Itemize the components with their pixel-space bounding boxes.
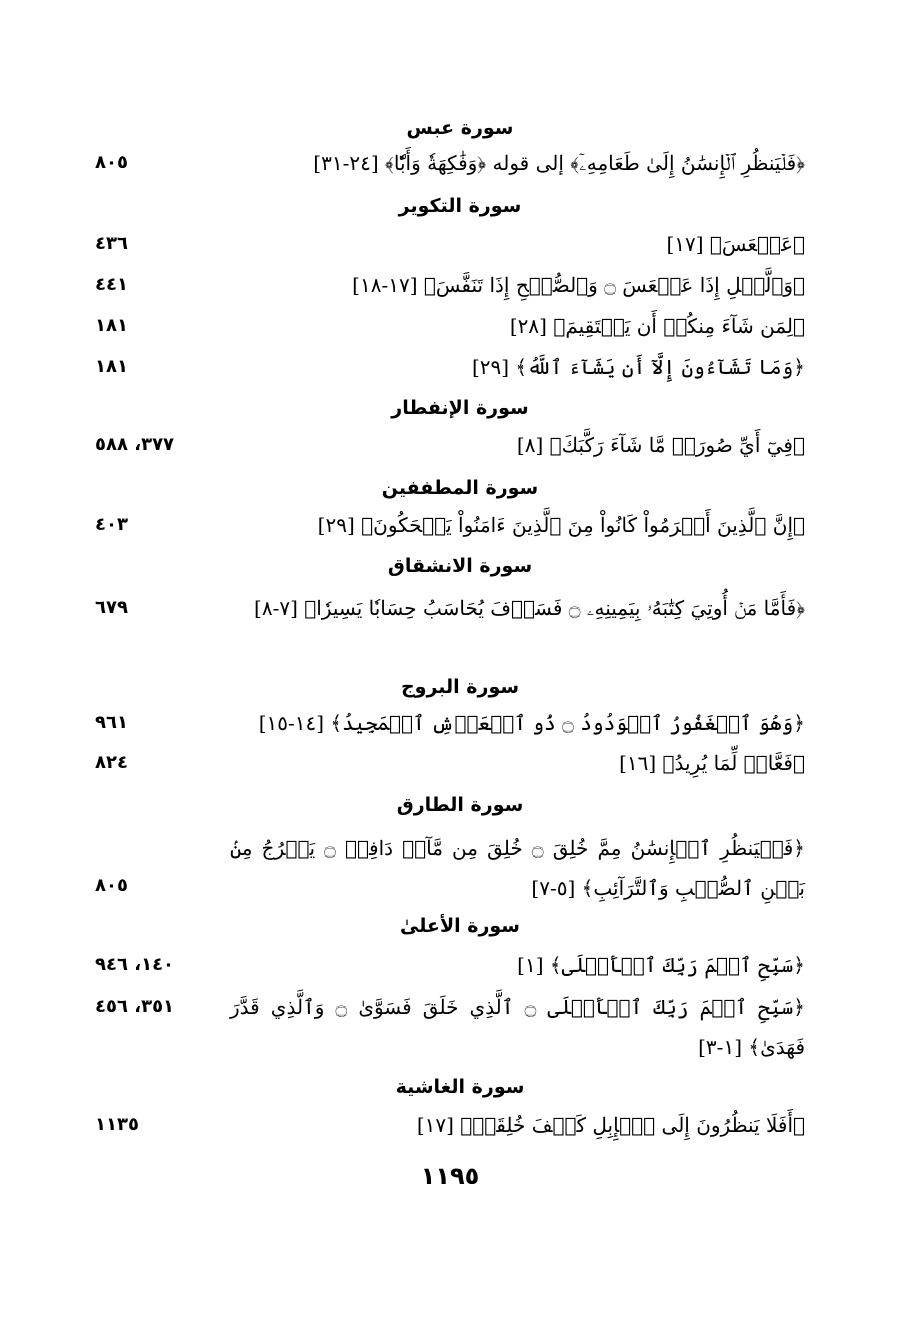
page-reference: ١٨١ xyxy=(95,315,128,336)
page-reference: ٣٥١، ٤٥٦ xyxy=(95,996,175,1017)
verse-entry: ﴿فَلۡيَنظُرِ ٱلۡإِنسَٰنُ مِمَّ خُلِقَ ۝ خُلِقَ مِن مَّآءٖ دَافِقٖ ۝ يَخۡرُجُ مِنۢ بَيۡنِ ٱلصُّلۡبِ وَٱلتَّرَآئِبِ﴾ [٥-٧] xyxy=(230,836,805,900)
verse-entry: ﴿سَبِّحِ ٱسۡمَ رَبِّكَ ٱلۡأَعۡلَى ۝ ٱلَّذِي خَلَقَ فَسَوَّىٰ ۝ وَٱلَّذِي قَدَّرَ فَهَدَىٰ﴾ [١-٣] xyxy=(230,995,805,1059)
verse-entry: ﴿فِيٓ أَيِّ صُورَةٖ مَّا شَآءَ رَكَّبَكَ﴾ [٨] xyxy=(516,433,805,457)
verse-entry: ﴿إِنَّ ٱلَّذِينَ أَجۡرَمُواْ كَانُواْ مِنَ ٱلَّذِينَ ءَامَنُواْ يَضۡحَكُونَ﴾ [٢٩] xyxy=(317,513,805,537)
page-reference: ٦٧٩ xyxy=(95,597,128,618)
verse-entry: ﴿عَسۡعَسَ﴾ [١٧] xyxy=(666,232,805,256)
page-reference: ١٤٠، ٩٤٦ xyxy=(95,954,175,975)
verse-entry: ﴿أَفَلَا يَنظُرُونَ إِلَى ٱلۡإِبِلِ كَيۡفَ خُلِقَتۡ﴾ [١٧] xyxy=(416,1113,805,1137)
page-reference: ٤٣٦ xyxy=(95,233,128,254)
verse-entry: ﴿فَلۡيَنظُرِ ٱلۡإِنسَٰنُ إِلَىٰ طَعَامِهِۦٓ﴾ إلى قوله ﴿وَفَٰكِهَةٗ وَأَبّٗا﴾ [٢٤-٣١] xyxy=(313,151,805,175)
surah-heading-abasa: سورة عبس xyxy=(406,117,514,139)
surah-heading-buruj: سورة البروج xyxy=(400,676,520,698)
surah-heading-takwir: سورة التكوير xyxy=(398,195,522,217)
page-reference: ٨٠٥ xyxy=(95,152,128,173)
surah-heading-ala: سورة الأعلىٰ xyxy=(400,915,520,937)
page-reference: ٤٠٣ xyxy=(95,514,128,535)
surah-heading-infitar: سورة الإنفطار xyxy=(391,397,529,419)
verse-entry: ﴿لِمَن شَآءَ مِنكُمۡ أَن يَسۡتَقِيمَ﴾ [٢٨] xyxy=(509,314,805,338)
page-reference: ١١٣٥ xyxy=(95,1114,139,1135)
page-reference: ٤٤١ xyxy=(95,274,128,295)
surah-heading-ghashiya: سورة الغاشية xyxy=(395,1076,525,1098)
verse-entry: ﴿وَمَا تَشَآءُونَ إِلَّآ أَن يَشَآءَ ٱللَّهُ﴾ [٢٩] xyxy=(471,355,805,379)
verse-entry: ﴿سَبِّحِ ٱسۡمَ رَبِّكَ ٱلۡأَعۡلَى﴾ [١] xyxy=(517,953,805,977)
verse-entry: ﴿وَٱلَّيۡلِ إِذَا عَسۡعَسَ ۝ وَٱلصُّبۡحِ إِذَا تَنَفَّسَ﴾ [١٧-١٨] xyxy=(352,273,805,297)
surah-heading-inshiqaq: سورة الانشقاق xyxy=(387,555,533,577)
page-reference: ٩٦١ xyxy=(95,712,128,733)
page-reference: ٨٢٤ xyxy=(95,752,128,773)
verse-entry: ﴿فَأَمَّا مَنۡ أُوتِيَ كِتَٰبَهُۥ بِيَمِينِهِۦ ۝ فَسَوۡفَ يُحَاسَبُ حِسَابٗا يَسِيرٗا﴾ [٧-٨] xyxy=(254,596,805,620)
page-reference: ٨٠٥ xyxy=(95,875,128,896)
page-reference: ٣٧٧، ٥٨٨ xyxy=(95,434,175,455)
verse-entry: ﴿فَعَّالٞ لِّمَا يُرِيدُ﴾ [١٦] xyxy=(619,751,805,775)
page-number: ١١٩٥ xyxy=(420,1162,480,1190)
surah-heading-tariq: سورة الطارق xyxy=(396,794,524,816)
surah-heading-mutaffifin: سورة المطففين xyxy=(381,477,539,499)
verse-entry: ﴿وَهُوَ ٱلۡغَفُورُ ٱلۡوَدُودُ ۝ ذُو ٱلۡعَرۡشِ ٱلۡمَجِيدُ﴾ [١٤-١٥] xyxy=(258,711,805,735)
page-reference: ١٨١ xyxy=(95,356,128,377)
